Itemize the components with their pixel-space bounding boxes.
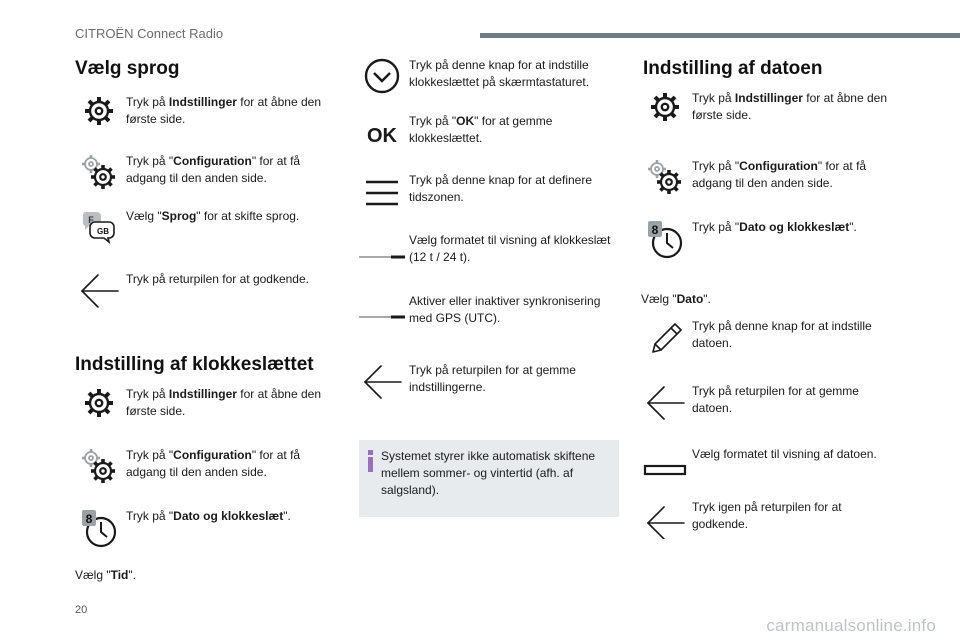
badge-8: 8 [651, 223, 659, 237]
double-gear-icon [638, 158, 692, 196]
text: Tryk på denne knap for at indstille klokkeslættet på skærmtastaturet. [409, 58, 590, 89]
select-time [75, 568, 136, 582]
text-bold: Sprog [161, 209, 197, 223]
menu-icon [355, 172, 409, 210]
text: Tryk igen på returpilen for at godkende. [692, 500, 842, 531]
text: " for at skifte sprog. [196, 209, 300, 223]
text-bold: Dato og klokkeslæt [739, 220, 850, 234]
text-bold: Indstillinger [168, 95, 237, 109]
text: ". [703, 292, 711, 306]
step-return [72, 271, 342, 311]
text-bold: OK [456, 114, 475, 128]
step-date-time [638, 219, 908, 261]
double-gear-icon [72, 447, 126, 485]
badge-gb: GB [97, 227, 109, 236]
header-bar [480, 33, 960, 38]
text: " for at få adgang til den anden side. [692, 159, 867, 190]
language-bubble-icon [72, 208, 126, 244]
watermark: carmanualsonline.info [766, 616, 936, 635]
text: Vælg " [75, 568, 111, 582]
manual-header-title: CITROËN Connect Radio [75, 26, 224, 41]
return-arrow-icon [355, 362, 409, 402]
select-date [641, 292, 711, 306]
step-return-save [638, 383, 908, 423]
text: Vælg " [126, 209, 162, 223]
heading-choose-language: Vælg sprog [75, 58, 180, 79]
text-bold: Configuration [173, 448, 252, 462]
step-configuration [72, 447, 342, 485]
text-bold: Indstillinger [168, 387, 237, 401]
text: ". [283, 509, 291, 523]
gear-icon [638, 90, 692, 124]
step-language [72, 208, 342, 244]
text: Tryk på " [126, 448, 174, 462]
clock-icon [72, 508, 126, 550]
text-bold: Configuration [173, 154, 252, 168]
text-bold: Dato [676, 292, 704, 306]
text: " for at få adgang til den anden side. [126, 154, 301, 185]
step-open-settings [72, 386, 342, 420]
gear-icon [72, 94, 126, 128]
text: ". [849, 220, 857, 234]
double-gear-icon [72, 153, 126, 191]
step-ok [355, 113, 625, 148]
page-number: 20 [75, 604, 88, 616]
return-arrow-icon [72, 271, 126, 311]
text: for at åbne den første side. [126, 387, 321, 418]
step-time-format [355, 232, 625, 268]
toggle-icon [355, 232, 409, 268]
note-text: Systemet styrer ikke automatisk skiftene mellem sommer- og vintertid (afh. af salgsland). [381, 449, 596, 497]
toggle-icon [355, 293, 409, 329]
return-arrow-icon [638, 383, 692, 423]
text: Tryk på denne knap for at indstille datoen. [692, 319, 872, 350]
text: Tryk på returpilen for at godkende. [126, 272, 309, 286]
text: " for at gemme klokkeslættet. [409, 114, 553, 145]
gear-icon [72, 386, 126, 420]
text: ". [128, 568, 136, 582]
text: Tryk på " [409, 114, 457, 128]
clock-icon [638, 219, 692, 261]
ok-icon [355, 113, 409, 148]
step-date-time [72, 508, 342, 550]
step-open-settings [638, 90, 908, 124]
text: for at åbne den første side. [126, 95, 321, 126]
text: Vælg formatet til visning af klokkeslæt (12 t / 24 t). [409, 233, 611, 264]
step-configuration [72, 153, 342, 191]
step-return-save [355, 362, 625, 402]
step-edit-date [638, 318, 908, 358]
text-bold: Tid [110, 568, 129, 582]
heading-set-date: Indstilling af datoen [643, 58, 823, 79]
step-open-settings [72, 94, 342, 128]
text-bold: Configuration [739, 159, 818, 173]
step-keyboard [355, 57, 625, 95]
text: Tryk på " [126, 509, 174, 523]
text: Tryk på [126, 387, 169, 401]
step-date-format [638, 444, 908, 480]
text: Tryk på returpilen for at gemme datoen. [692, 384, 859, 415]
info-note [359, 440, 619, 517]
step-configuration [638, 158, 908, 196]
text: Tryk på denne knap for at definere tidszonen. [409, 173, 592, 204]
ok-label: OK [367, 125, 397, 147]
info-icon [367, 450, 374, 472]
heading-set-time: Indstilling af klokkeslættet [75, 354, 314, 375]
text: " for at få adgang til den anden side. [126, 448, 301, 479]
step-timezone [355, 172, 625, 210]
text: Tryk på " [692, 159, 740, 173]
text: Tryk på [126, 95, 169, 109]
text-bold: Indstillinger [734, 91, 803, 105]
text: Tryk på " [126, 154, 174, 168]
step-return-confirm [638, 499, 908, 539]
text: Vælg " [641, 292, 677, 306]
step-gps-sync [355, 293, 625, 329]
text: Vælg formatet til visning af datoen. [692, 447, 877, 461]
return-arrow-icon [638, 499, 692, 539]
pencil-icon [638, 318, 692, 358]
text: Aktiver eller inaktiver synkronisering med GPS (UTC). [409, 294, 601, 325]
text: for at åbne den første side. [692, 91, 887, 122]
badge-f: F [88, 215, 94, 225]
badge-8: 8 [85, 512, 93, 526]
text: Tryk på " [692, 220, 740, 234]
chevron-down-circle-icon [355, 57, 409, 95]
text: Tryk på returpilen for at gemme indstillingerne. [409, 363, 576, 394]
text: Tryk på [692, 91, 735, 105]
text-bold: Dato og klokkeslæt [173, 509, 284, 523]
dropdown-field-icon [638, 444, 692, 480]
